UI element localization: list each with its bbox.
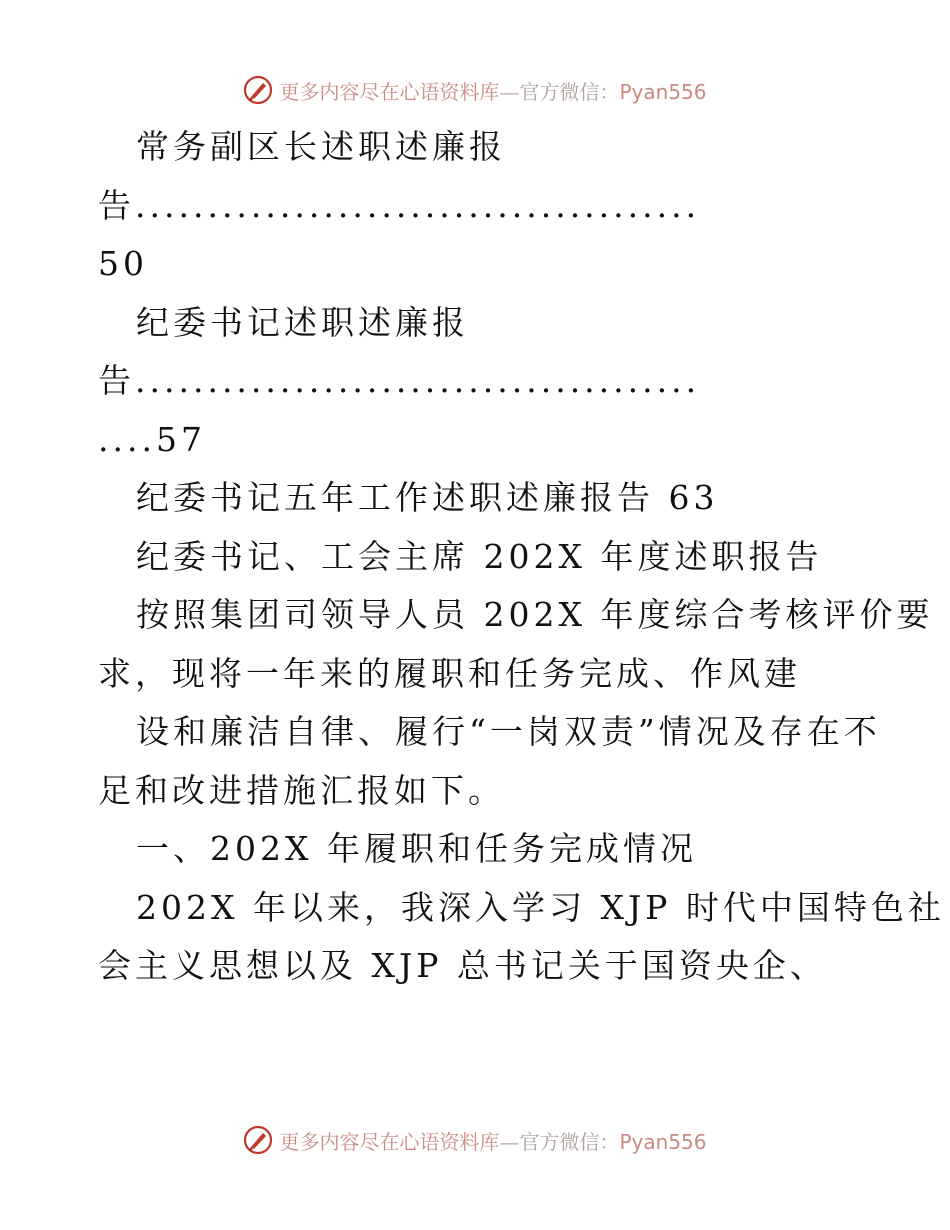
banner-text: 更多内容尽在心语资料库—官方微信：Pyan556 bbox=[279, 79, 707, 104]
paragraph-line: 202X 年以来，我深入学习 XJP 时代中国特色社 bbox=[136, 887, 945, 927]
toc-entry-leader: 告....................................... bbox=[98, 361, 701, 400]
toc-entry-page: 50 bbox=[98, 244, 148, 283]
paragraph-line: 求，现将一年来的履职和任务完成、作风建 bbox=[98, 653, 801, 693]
toc-entry: 纪委书记五年工作述职述廉报告 63 bbox=[136, 478, 719, 517]
paragraph-line: 按照集团司领导人员 202X 年度综合考核评价要 bbox=[136, 595, 934, 634]
document-body bbox=[98, 118, 945, 996]
toc-entry-title: 常务副区长述职述廉报 bbox=[136, 127, 506, 166]
toc-entry-title: 纪委书记述职述廉报 bbox=[136, 302, 469, 342]
banner-text: 更多内容尽在心语资料库—官方微信：Pyan556 bbox=[279, 1129, 707, 1154]
subsection-heading: 一、202X 年履职和任务完成情况 bbox=[136, 829, 697, 868]
toc-entry-page: ....57 bbox=[98, 419, 206, 459]
quill-pen-logo-icon bbox=[243, 1125, 273, 1155]
header-banner bbox=[0, 70, 950, 110]
paragraph-line: 足和改进措施汇报如下。 bbox=[98, 770, 505, 810]
paragraph-line: 会主义思想以及 XJP 总书记关于国资央企、 bbox=[98, 946, 827, 985]
footer-banner bbox=[0, 1120, 950, 1160]
quill-pen-logo-icon bbox=[243, 75, 273, 105]
section-heading: 纪委书记、工会主席 202X 年度述职报告 bbox=[136, 536, 823, 576]
toc-entry-leader: 告....................................... bbox=[98, 185, 701, 225]
paragraph-line: 设和廉洁自律、履行“一岗双责”情况及存在不 bbox=[136, 712, 881, 751]
